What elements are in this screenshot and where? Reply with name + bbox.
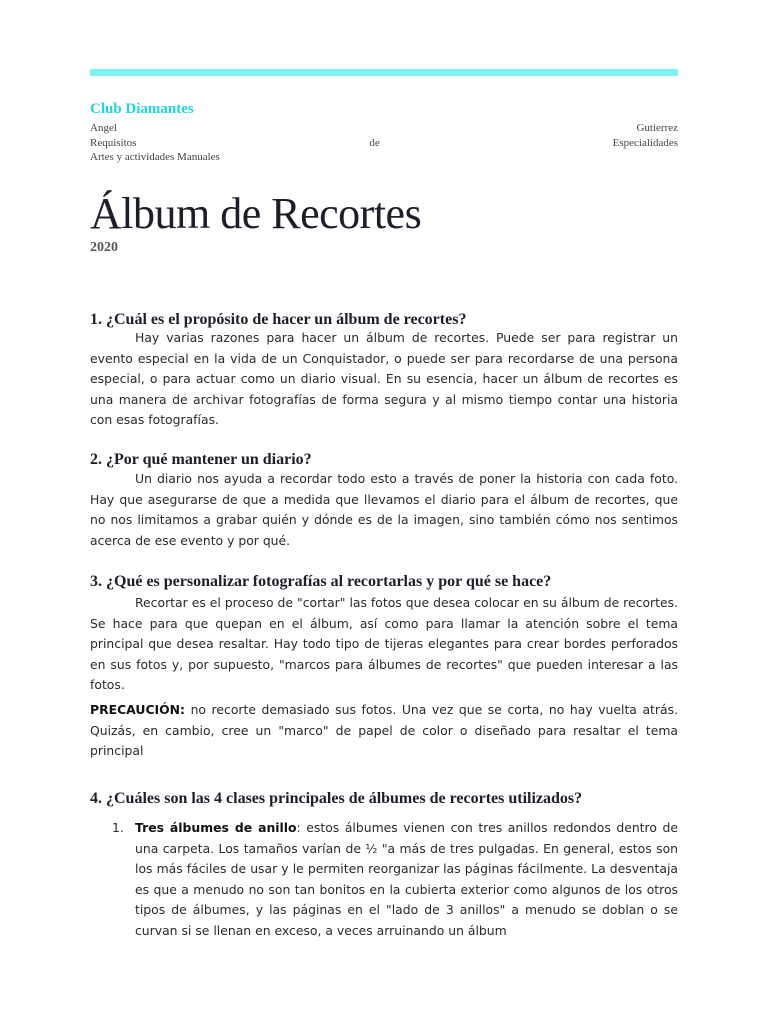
caution-paragraph xyxy=(90,700,678,762)
section-4-heading: 4. ¿Cuáles son las 4 clases principales de álbumes de recortes utilizados? xyxy=(90,790,583,807)
author-last-name: Gutierrez xyxy=(636,122,678,134)
section-2-heading: 2. ¿Por qué mantener un diario? xyxy=(90,451,312,468)
section-1-body: Hay varias razones para hacer un álbum de recortes. Puede ser para registrar un evento especial en la vida de un Conquistador, o puede ser para recordarse de una persona especial, o para actuar como un diario visual. En su esencia, hacer un álbum de recortes es una manera de archivar fotografías de forma segura y al mismo tiempo contar una historia con esas fotografías. xyxy=(90,330,678,427)
section-1-heading: 1. ¿Cuál es el propósito de hacer un álbum de recortes? xyxy=(90,311,467,328)
list-item-number: 1. xyxy=(112,820,124,835)
top-accent-bar xyxy=(90,69,678,76)
section-3-heading: 3. ¿Qué es personalizar fotografías al recortarlas y por qué se hace? xyxy=(90,573,552,590)
page-title: Álbum de Recortes xyxy=(90,189,422,238)
requirements-word: Requisitos xyxy=(90,137,137,149)
list-item xyxy=(135,818,678,941)
caution-label: PRECAUCIÓN: xyxy=(90,702,186,717)
club-name: Club Diamantes xyxy=(90,101,194,117)
requirements-middle-word: de xyxy=(369,137,380,149)
author-first-name: Angel xyxy=(90,122,117,134)
list-item-label: Tres álbumes de anillo xyxy=(135,820,297,835)
caution-text: no recorte demasiado sus fotos. Una vez que se corta, no hay vuelta atrás. Quizás, en cambio, cree un "marco" de papel de color o diseñado para resaltar el tema principal xyxy=(90,702,678,758)
section-2-body: Un diario nos ayuda a recordar todo esto a través de poner la historia con cada foto. Hay que asegurarse de que a medida que llevamos el diario para el álbum de recortes, que no nos limitamos a grabar quién y dónde es de la imagen, sino también cómo nos sentimos acerca de ese evento y por qué. xyxy=(90,471,678,548)
requirements-line xyxy=(90,137,678,151)
section-3-body: Recortar es el proceso de "cortar" las fotos que desea colocar en su álbum de recortes. Se hace para que quepan en el álbum, así como para llamar la atención sobre el tema principal que desea resaltar. Hay todo tipo de tijeras elegantes para crear bordes perforados en sus fotos y, por supuesto, "marcos para álbumes de recortes" que pueden interesar a las fotos. xyxy=(90,595,678,692)
list-item-text: : estos álbumes vienen con tres anillos redondos dentro de una carpeta. Los tamaños varían de ½ "a más de tres pulgadas. En general, estos son los más fáciles de usar y le permiten reorganizar las páginas fácilmente. La desventaja es que a menudo no son tan bonitos en la cubierta exterior como algunos de los otros tipos de álbumes, y las páginas en el "lado de 3 anillos" a menudo se doblan o se curvan si se llenan en exceso, a veces arruinando un álbum xyxy=(135,820,679,938)
category-line: Artes y actividades Manuales xyxy=(90,151,220,163)
specialties-word: Especialidades xyxy=(612,137,678,149)
year: 2020 xyxy=(90,240,118,255)
author-line xyxy=(90,122,678,136)
